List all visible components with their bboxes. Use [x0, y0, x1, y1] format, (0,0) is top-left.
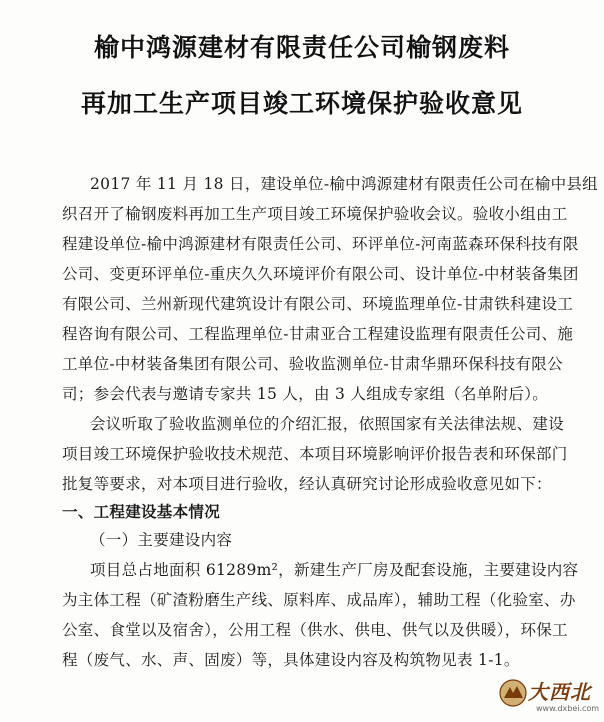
- document-title-line-1: 榆中鸿源建材有限责任公司榆钢废料: [93, 33, 510, 62]
- paragraph-line: 织召开了榆钢废料再加工生产项目竣工环境保护验收会议。验收小组由工: [62, 205, 568, 223]
- paragraph-line: 项目竣工环境保护验收技术规范、本项目环境影响评价报告表和环保部门: [62, 445, 568, 463]
- subsection-heading: （一）主要建设内容: [90, 531, 233, 549]
- paragraph-line: 2017 年 11 月 18 日，建设单位-榆中鸿源建材有限责任公司在榆中县组: [90, 175, 598, 193]
- watermark-brand: 大西北: [528, 680, 591, 704]
- paragraph-line: 程建设单位-榆中鸿源建材有限责任公司、环评单位-河南蓝森环保科技有限: [62, 235, 579, 253]
- section-heading: 一、工程建设基本情况: [62, 503, 221, 521]
- paragraph-line: 程咨询有限公司、工程监理单位-甘肃亚合工程建设监理有限责任公司、施: [62, 325, 574, 343]
- document-title-line-2: 再加工生产项目竣工环境保护验收意见: [80, 89, 523, 118]
- paragraph-line: 批复等要求，对本项目进行验收，经认真研究讨论形成验收意见如下：: [62, 475, 552, 493]
- paragraph-line: 会议听取了验收监测单位的介绍汇报，依照国家有关法律法规、建设: [90, 415, 565, 433]
- paragraph-line: 为主体工程（矿渣粉磨生产线、原料库、成品库），辅助工程（化验室、办: [62, 591, 576, 609]
- watermark-url: www.dxbei.com: [536, 704, 600, 713]
- paragraph-line: 司；参会代表与邀请专家共 15 人，由 3 人组成专家组（名单附后）。: [62, 385, 549, 403]
- paragraph-line: 公室、食堂以及宿舍），公用工程（供水、供电、供气以及供暖），环保工: [62, 621, 568, 639]
- paragraph-line: 公司、变更环评单位-重庆久久环境评价有限公司、设计单位-中材装备集团: [62, 265, 579, 283]
- site-watermark: [498, 674, 600, 718]
- paragraph-line: 工单位-中材装备集团有限公司、验收监测单位-甘肃华鼎环保科技有限公: [62, 355, 563, 373]
- watermark-logo-icon: [498, 678, 528, 708]
- paragraph-line: 有限公司、兰州新现代建筑设计有限公司、环境监理单位-甘肃铁科建设工: [62, 295, 574, 313]
- paragraph-line: 程（废气、水、声、固废）等，具体建设内容及构筑物见表 1-1。: [62, 651, 520, 669]
- paragraph-line: 项目总占地面积 61289m²，新建生产厂房及配套设施，主要建设内容: [90, 561, 579, 579]
